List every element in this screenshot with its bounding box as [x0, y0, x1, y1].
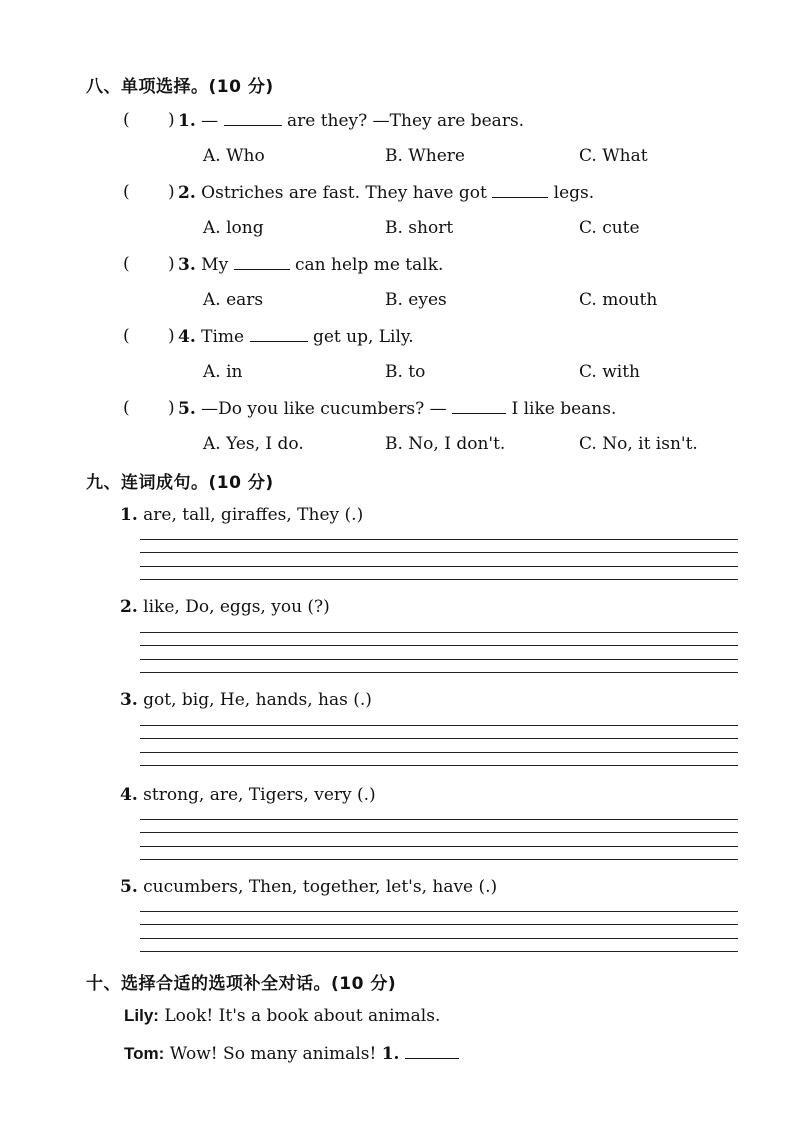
- question-text-post: can help me talk.: [294, 255, 444, 275]
- question-number: 1.: [178, 111, 196, 131]
- item-words: like, Do, eggs, you (?): [143, 597, 330, 617]
- writing-line[interactable]: [140, 579, 738, 580]
- item-number: 5.: [120, 877, 138, 897]
- item-words: strong, are, Tigers, very (.): [143, 785, 376, 805]
- writing-line[interactable]: [140, 911, 738, 912]
- option-c[interactable]: C. with: [579, 362, 640, 382]
- question-text-post: legs.: [553, 183, 595, 203]
- answer-paren-close: ): [168, 110, 175, 130]
- section-ten-title: 十、选择合适的选项补全对话。(10 分): [86, 974, 397, 994]
- answer-paren-open: (: [123, 398, 130, 418]
- question-number: 2.: [178, 183, 196, 203]
- question-text-post: are they? —They are bears.: [286, 111, 525, 131]
- blank-number: 1.: [381, 1044, 400, 1064]
- writing-line[interactable]: [140, 659, 738, 660]
- answer-blank[interactable]: [224, 110, 282, 126]
- item-number: 3.: [120, 690, 138, 710]
- section-nine-title: 九、连词成句。(10 分): [86, 473, 274, 493]
- question-number: 5.: [178, 399, 196, 419]
- answer-paren-open: (: [123, 182, 130, 202]
- question-number: 4.: [178, 327, 196, 347]
- option-a[interactable]: A. in: [203, 362, 243, 382]
- answer-paren-open: (: [123, 110, 130, 130]
- option-b[interactable]: B. eyes: [385, 290, 447, 310]
- item-number: 2.: [120, 597, 138, 617]
- option-c[interactable]: C. What: [579, 146, 648, 166]
- writing-line[interactable]: [140, 539, 738, 540]
- writing-line[interactable]: [140, 566, 738, 567]
- answer-paren-open: (: [123, 254, 130, 274]
- dialogue-line-tom: [124, 1043, 459, 1064]
- question-number: 3.: [178, 255, 196, 275]
- question-text-post: I like beans.: [511, 399, 617, 419]
- answer-paren-close: ): [168, 182, 175, 202]
- writing-line[interactable]: [140, 765, 738, 766]
- question-text-post: get up, Lily.: [312, 327, 414, 347]
- speaker-name: Lily:: [124, 1006, 159, 1025]
- dialogue-line-lily: [124, 1006, 440, 1026]
- option-c[interactable]: C. cute: [579, 218, 640, 238]
- writing-line[interactable]: [140, 924, 738, 925]
- item-words: cucumbers, Then, together, let's, have (.): [143, 877, 498, 897]
- answer-paren-close: ): [168, 398, 175, 418]
- reorder-item-3: [120, 690, 372, 710]
- writing-line[interactable]: [140, 819, 738, 820]
- item-number: 1.: [120, 505, 138, 525]
- question-text-pre: Time: [201, 327, 245, 347]
- question-text-pre: —Do you like cucumbers? —: [201, 399, 447, 419]
- option-c[interactable]: C. No, it isn't.: [579, 434, 698, 454]
- writing-line[interactable]: [140, 938, 738, 939]
- item-words: got, big, He, hands, has (.): [143, 690, 372, 710]
- dialogue-text: Look! It's a book about animals.: [164, 1006, 441, 1026]
- answer-blank[interactable]: [452, 398, 506, 414]
- writing-line[interactable]: [140, 672, 738, 673]
- question-text-pre: —: [201, 111, 219, 131]
- section-eight-title: 八、单项选择。(10 分): [86, 77, 274, 97]
- option-b[interactable]: B. short: [385, 218, 454, 238]
- writing-line[interactable]: [140, 846, 738, 847]
- writing-line[interactable]: [140, 552, 738, 553]
- reorder-item-4: [120, 785, 376, 805]
- reorder-item-1: [120, 505, 363, 525]
- answer-paren-close: ): [168, 326, 175, 346]
- writing-line[interactable]: [140, 725, 738, 726]
- reorder-item-5: [120, 877, 497, 897]
- answer-blank[interactable]: [492, 182, 548, 198]
- item-number: 4.: [120, 785, 138, 805]
- item-words: are, tall, giraffes, They (.): [143, 505, 364, 525]
- question-text-pre: Ostriches are fast. They have got: [201, 183, 487, 203]
- option-a[interactable]: A. ears: [203, 290, 264, 310]
- option-a[interactable]: A. long: [203, 218, 264, 238]
- answer-paren-open: (: [123, 326, 130, 346]
- writing-line[interactable]: [140, 752, 738, 753]
- option-b[interactable]: B. Where: [385, 146, 465, 166]
- writing-line[interactable]: [140, 738, 738, 739]
- writing-line[interactable]: [140, 832, 738, 833]
- answer-blank[interactable]: [250, 326, 308, 342]
- speaker-name: Tom:: [124, 1044, 165, 1063]
- dialogue-text: Wow! So many animals!: [169, 1044, 377, 1064]
- option-c[interactable]: C. mouth: [579, 290, 658, 310]
- option-b[interactable]: B. No, I don't.: [385, 434, 506, 454]
- writing-line[interactable]: [140, 632, 738, 633]
- option-b[interactable]: B. to: [385, 362, 426, 382]
- option-a[interactable]: A. Yes, I do.: [203, 434, 304, 454]
- writing-line[interactable]: [140, 645, 738, 646]
- writing-line[interactable]: [140, 951, 738, 952]
- reorder-item-2: [120, 597, 330, 617]
- question-text-pre: My: [201, 255, 229, 275]
- answer-blank[interactable]: [234, 254, 290, 270]
- answer-blank[interactable]: [405, 1043, 459, 1059]
- writing-line[interactable]: [140, 859, 738, 860]
- option-a[interactable]: A. Who: [203, 146, 265, 166]
- answer-paren-close: ): [168, 254, 175, 274]
